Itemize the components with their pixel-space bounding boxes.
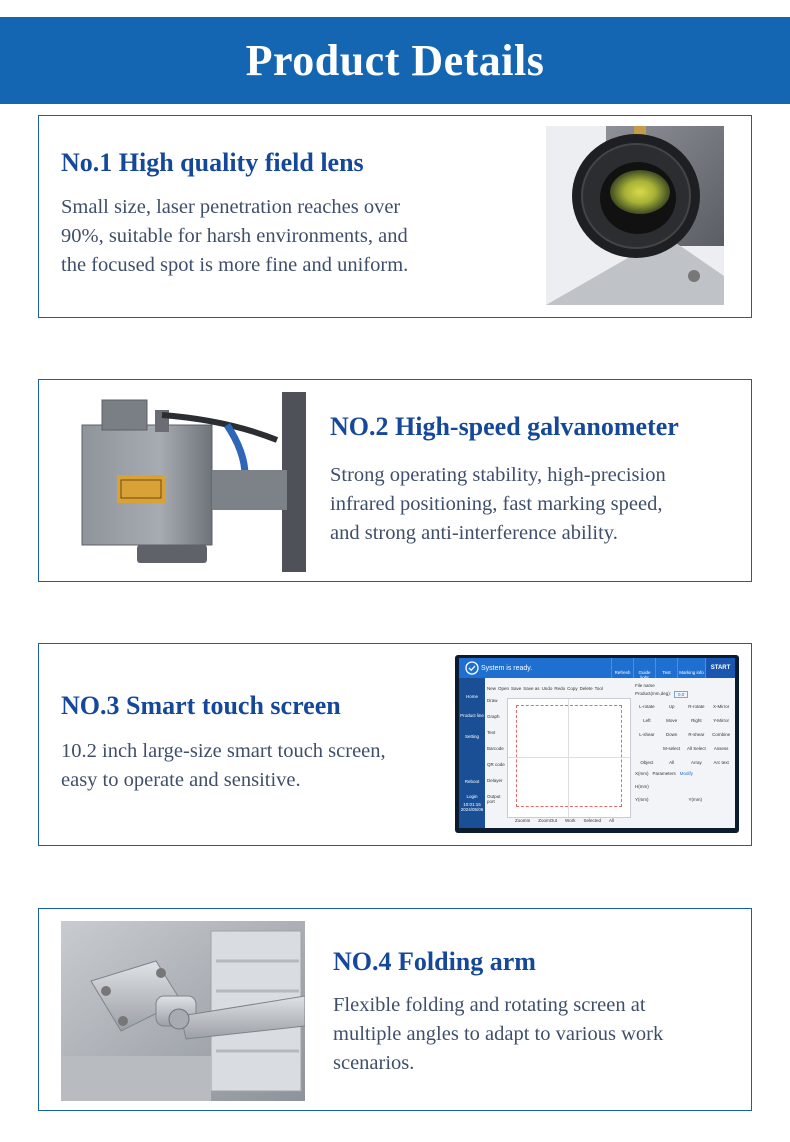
section-title: NO.2 High-speed galvanometer bbox=[330, 412, 679, 441]
ts-modify-label: Modify bbox=[679, 771, 694, 776]
check-circle-icon bbox=[465, 661, 479, 675]
ts-rt-x-mirror: X-Mirror bbox=[713, 704, 730, 709]
ts-marking-area bbox=[516, 705, 622, 807]
ts-marking-info-button: Marking info bbox=[677, 658, 705, 678]
ts-date: 2024/05/06 bbox=[460, 807, 484, 812]
ts-rt-object: Object bbox=[640, 760, 654, 765]
touch-screen-image bbox=[455, 655, 739, 833]
section-title: No.1 High quality field lens bbox=[61, 148, 364, 177]
section-touch-screen bbox=[38, 643, 752, 846]
ts-side-setting: Setting bbox=[464, 734, 479, 739]
ts-left-delayer: Delayer bbox=[487, 778, 503, 783]
ts-test-button: Test bbox=[655, 658, 677, 678]
ts-guide-light-button: Guide bbox=[633, 658, 655, 678]
section-description: Strong operating stability, high-precision infrared positioning, fast marking speed, and strong anti-interference ability. bbox=[330, 464, 666, 544]
ts-status-bar bbox=[459, 658, 735, 678]
ts-zoom-out: ZoomOut bbox=[538, 818, 558, 823]
ts-rt-blank bbox=[635, 746, 659, 751]
ts-tool-copy: Copy bbox=[567, 686, 578, 691]
ts-rt-move: Move bbox=[666, 718, 678, 723]
ts-tool-undo: Undo bbox=[541, 686, 553, 691]
field-lens-image bbox=[546, 126, 724, 305]
page-title: Product Details bbox=[245, 36, 545, 85]
ts-tool-save: Save bbox=[511, 686, 522, 691]
ts-rt-left: Left bbox=[643, 718, 651, 723]
ts-side-home: Home bbox=[465, 694, 478, 699]
section-folding-arm bbox=[38, 908, 752, 1111]
ts-tool-save-as: Save as bbox=[523, 686, 540, 691]
ts-rt-combine: Combine bbox=[712, 732, 731, 737]
ts-file-label: File name bbox=[635, 683, 655, 688]
header-banner bbox=[0, 17, 790, 104]
ts-rt-l-shear: L-shear bbox=[639, 732, 655, 737]
folding-arm-image bbox=[61, 921, 305, 1101]
section-description: Small size, laser penetration reaches over 90%, suitable for harsh environments, and the focused spot is more fine and uniform. bbox=[61, 196, 409, 276]
ts-left-output: Output port bbox=[487, 794, 501, 804]
ts-canvas bbox=[507, 698, 631, 818]
ts-field-y2: Y(mm) bbox=[688, 797, 702, 802]
galvanometer-image bbox=[77, 390, 309, 572]
ts-product-label: Product(mm,deg): bbox=[635, 691, 672, 696]
ts-left-barcode: Barcode bbox=[487, 746, 504, 751]
ts-params-label: Parameters bbox=[652, 771, 676, 776]
ts-tool-delete: Delete bbox=[579, 686, 593, 691]
ts-rt-l-rotate: L-rotate bbox=[639, 704, 655, 709]
ts-rt-r-rotate: R-rotate bbox=[688, 704, 705, 709]
ts-left-draw: Draw bbox=[487, 698, 498, 703]
section-title: NO.3 Smart touch screen bbox=[61, 691, 341, 720]
ts-rt-right: Right bbox=[691, 718, 702, 723]
ts-clock: 10:01:16 bbox=[463, 802, 481, 807]
ts-work: Work bbox=[565, 818, 576, 823]
ts-side-login: Login bbox=[466, 794, 478, 799]
ts-tool-new: New bbox=[487, 686, 497, 691]
ts-rt-all: All bbox=[669, 760, 675, 765]
ts-tool-open: Open bbox=[498, 686, 510, 691]
ts-rt-array: Array bbox=[690, 760, 702, 765]
ts-field-h: H(mm) bbox=[635, 784, 649, 789]
ts-selected: Selected bbox=[583, 818, 601, 823]
ts-rt-arc-text: Arc text bbox=[713, 760, 729, 765]
ts-side-reboot: Reboot bbox=[464, 779, 480, 784]
ts-left-text: Text bbox=[487, 730, 496, 735]
ts-field-x: X(mm) bbox=[635, 771, 649, 776]
ts-rt-down: Down bbox=[665, 732, 678, 737]
ts-rt-all-select: All Select bbox=[686, 746, 706, 751]
section-description: 10.2 inch large-size smart touch screen, easy to operate and sensitive. bbox=[61, 740, 386, 791]
ts-status-text: System is ready. bbox=[481, 664, 533, 672]
ts-rt-r-shear: R-shear bbox=[688, 732, 705, 737]
ts-product-value: 0.0 bbox=[674, 691, 688, 698]
ts-rt-y-mirror: Y-Mirror bbox=[713, 718, 730, 723]
ts-right-panel bbox=[635, 683, 733, 825]
ts-left-qrcode: QR code bbox=[487, 762, 505, 767]
ts-workspace bbox=[485, 678, 735, 828]
ts-start-button: START bbox=[705, 658, 735, 678]
ts-refresh-button: Refresh bbox=[611, 658, 633, 678]
ts-tool-tool: Tool bbox=[594, 686, 603, 691]
section-description: Flexible folding and rotating screen at multiple angles to adapt to various work scenarios. bbox=[333, 994, 664, 1074]
ts-rt-up: Up bbox=[668, 704, 675, 709]
ts-field-y1: Y(mm) bbox=[635, 797, 649, 802]
section-title: NO.4 Folding arm bbox=[333, 947, 536, 976]
ts-left-graph: Graph bbox=[487, 714, 500, 719]
ts-rt-m-select: M-select bbox=[663, 746, 681, 751]
ts-sidebar bbox=[459, 678, 485, 828]
section-galvanometer bbox=[38, 379, 752, 582]
ts-tool-redo: Redo bbox=[554, 686, 566, 691]
ts-rt-assess: Assess bbox=[713, 746, 729, 751]
ts-zoom-in: ZoomIn bbox=[515, 818, 531, 823]
ts-all: All bbox=[608, 818, 614, 823]
section-field-lens bbox=[38, 115, 752, 318]
ts-side-product-line: Product line bbox=[460, 713, 484, 718]
